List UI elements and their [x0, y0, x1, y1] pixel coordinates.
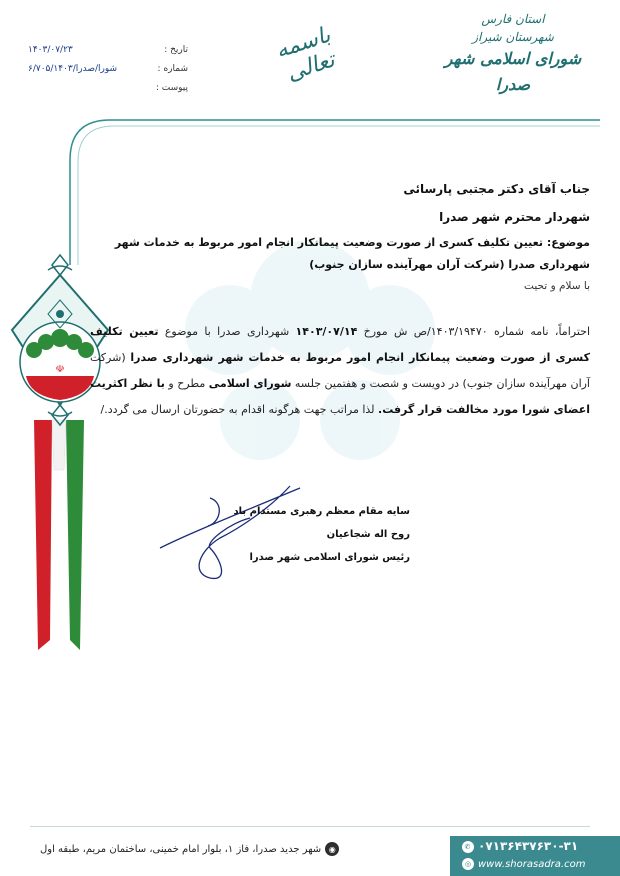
signatory-title: رئیس شورای اسلامی شهر صدرا — [249, 552, 410, 563]
body-topic-bold: تعیین تکلیف کسری از صورت وضعیت پیمانکار انجام امور مربوط به خدمات شهر شهرداری صدرا — [90, 325, 590, 364]
council-name: شورای اسلامی شهر صدرا — [444, 49, 582, 94]
letter-subject: موضوع: تعیین تکلیف کسری از صورت وضعیت پیمانکار انجام امور مربوط به خدمات شهر شهرداری صدرا (شرکت آران مهرآینده سازان جنوب) — [114, 236, 590, 271]
date-label: تاریخ : — [164, 44, 188, 55]
province-name: استان فارس — [481, 12, 545, 26]
body-text-part: احتراماً، نامه شماره ۱۴۰۳/۱۹۴۷۰/ص ش مورخ — [357, 325, 590, 338]
location-icon: ◉ — [325, 842, 339, 856]
number-label: شماره : — [157, 63, 188, 74]
footer-address — [40, 842, 339, 856]
letter-greeting: با سلام و تحیت — [524, 280, 590, 292]
body-text-part: (شرکت آران مهرآینده سازان جنوب) در دویست و شصت و هفتمین جلسه — [90, 351, 590, 390]
body-text-part: مطرح و — [164, 377, 209, 390]
red-ribbon — [34, 420, 52, 650]
footer-website[interactable] — [462, 858, 585, 870]
footer-website-text[interactable]: www.shorasadra.com — [478, 859, 586, 870]
signatory-name: روح اله شجاعیان — [326, 529, 410, 540]
date-value: ۱۴۰۳/۰۷/۲۳ — [28, 44, 73, 55]
header-organization — [438, 10, 588, 98]
footer-contact-bar — [450, 836, 620, 876]
signature-slogan: سایه مقام معظم رهبری مستدام باد — [233, 506, 410, 517]
svg-text:☫: ☫ — [55, 364, 65, 375]
addressee-name: جناب آقای دکتر مجتبی پارسائی — [403, 182, 590, 196]
addressee-title: شهردار محترم شهر صدرا — [439, 210, 590, 224]
web-icon: ◎ — [462, 858, 474, 870]
body-text-part: لذا مراتب جهت هرگونه اقدام به حضورتان ارسال می گردد./ — [100, 403, 379, 416]
letter-body — [90, 319, 590, 423]
green-ribbon — [66, 420, 84, 650]
date-row — [28, 40, 188, 59]
ornament-knot-top — [48, 255, 72, 275]
signature-block — [190, 500, 410, 569]
addressee — [90, 175, 590, 231]
attachment-row — [28, 78, 188, 97]
phone-icon: ✆ — [462, 841, 474, 853]
footer-phone-text: ۰۷۱۳۶۴۳۷۶۳۰-۳۱ — [478, 839, 579, 853]
footer-phone — [462, 839, 578, 853]
letter-metadata — [28, 40, 188, 97]
footer-address-text: شهر جدید صدرا، فاز ۱، بلوار امام خمینی، ساختمان مریم، طبقه اول — [40, 843, 322, 855]
attachment-label: پیوست : — [155, 82, 188, 93]
footer — [0, 826, 620, 876]
body-date-bold: ۱۴۰۳/۰۷/۱۴ — [295, 325, 358, 338]
header-motto: باسمه تعالی — [272, 22, 338, 87]
footer-divider — [30, 826, 590, 827]
body-text-part: شهرداری صدرا با موضوع — [158, 325, 296, 338]
body-council-bold: شورای اسلامی — [208, 377, 292, 390]
number-value: ۶/۷۰۵/۱۴۰۳/شورا/صدرا — [28, 63, 118, 74]
number-row — [28, 59, 188, 78]
body-decision-bold: با نظر اکثریت اعضای شورا مورد مخالفت قرار گرفت. — [90, 377, 590, 416]
county-name: شهرستان شیراز — [472, 30, 554, 44]
